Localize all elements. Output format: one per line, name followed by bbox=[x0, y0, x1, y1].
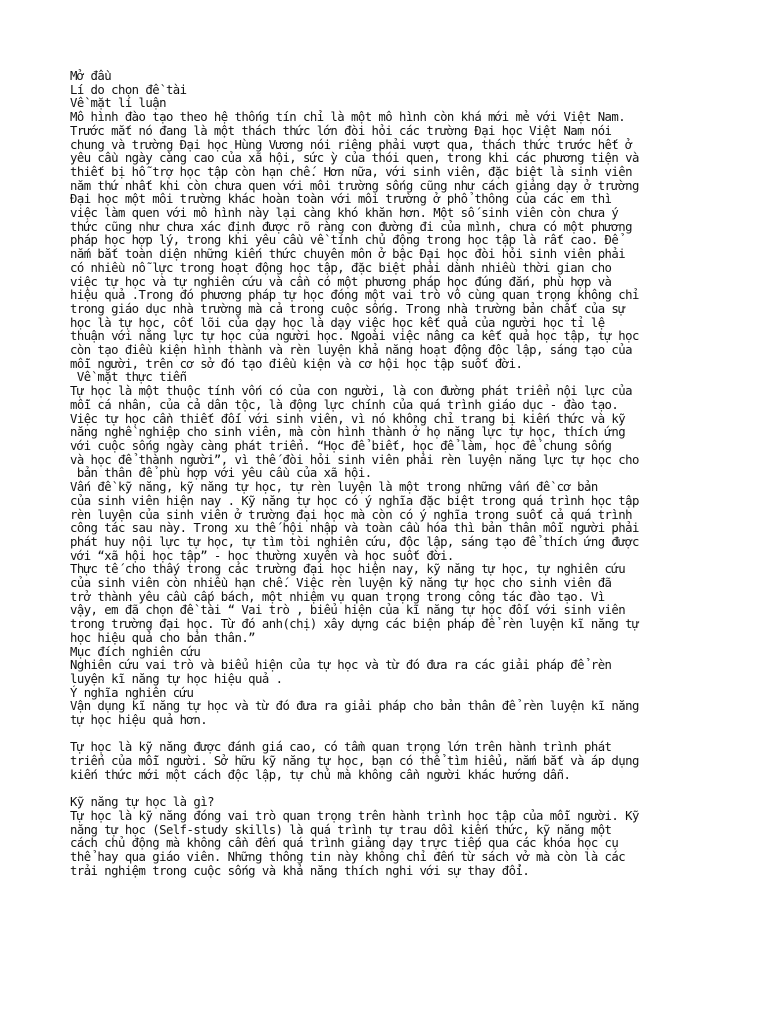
document-page bbox=[70, 70, 730, 878]
definition-heading: Kỹ năng tự học là gì? bbox=[70, 795, 214, 810]
text-line: việc làm quen với mô hình này lại càng khó khăn hơn. Một số sinh viên còn chưa ý bbox=[70, 206, 619, 221]
text-line: năng nghề nghiệp cho sinh viên, mà còn hình thành ở họ năng lực tự học, thích ứng bbox=[70, 425, 626, 440]
theory-heading: Về mặt lí luận bbox=[70, 96, 166, 111]
practice-heading: Về mặt thực tiễn bbox=[70, 370, 187, 385]
text-line: thể hay qua giáo viên. Những thông tin này không chỉ đến từ sách vở mà còn là các bbox=[70, 850, 626, 865]
text-line: phát huy nội lực tự học, tự tìm tòi nghiên cứu, độc lập, sáng tạo để thích ứng được bbox=[70, 534, 639, 549]
text-line: tự học hiệu quả hơn. bbox=[70, 713, 208, 728]
text-line: thức cũng như chưa xác định được rõ ràng con đường đi của mình, chưa có một phương bbox=[70, 219, 632, 234]
text-line: nắm bắt toàn diện những kiến thức chuyên môn ở bậc Đại học đòi hỏi sinh viên phải bbox=[70, 247, 626, 262]
text-line: năm thứ nhất khi còn chưa quen với môi trường sống cũng như cách giảng dạy ở trường bbox=[70, 178, 639, 193]
value-paragraph bbox=[70, 741, 730, 782]
theory-paragraph bbox=[70, 111, 730, 371]
text-line: Đại học một môi trường khác hoàn toàn với môi trường ở phổ thông của các em thì bbox=[70, 192, 612, 207]
text-line: kiến thức mới một cách độc lập, tự chủ mà không cần người khác hướng dẫn. bbox=[70, 767, 571, 782]
text-line: của sinh viên hiện nay . Kỹ năng tự học có ý nghĩa đặc biệt trong quá trình học tập bbox=[70, 493, 639, 508]
text-line: Trước mắt nó đang là một thách thức lớn đòi hỏi các trường Đại học Việt Nam nói bbox=[70, 123, 612, 138]
text-line: triển của mỗi người. Sở hữu kỹ năng tự học, bạn có thể tìm hiểu, nắm bắt và áp dụng bbox=[70, 754, 639, 769]
text-line: có nhiều nỗ lực trong hoạt động học tập, đặc biệt phải dành nhiều thời gian cho bbox=[70, 260, 612, 275]
text-line: Nghiên cứu vai trò và biểu hiện của tự học và từ đó đưa ra các giải pháp để rèn bbox=[70, 658, 612, 673]
text-line: trở thành yêu cầu cấp bách, một nhiệm vụ quan trọng trong công tác đào tạo. Vì bbox=[70, 589, 605, 604]
document-title: Mở đầu bbox=[70, 69, 112, 83]
text-line: rèn luyện của sinh viên ở trường đại học mà còn có ý nghĩa trong suốt cả quá trình bbox=[70, 507, 632, 522]
text-line: và học để thành người”, vì thế đòi hỏi sinh viên phải rèn luyện năng lực tự học cho bbox=[70, 452, 639, 467]
text-line: công tác sau này. Trong xu thế hội nhập và toàn cầu hóa thì bản thân mỗi người phải bbox=[70, 521, 639, 536]
text-line: luyện kĩ năng tự học hiệu quả . bbox=[70, 671, 283, 686]
definition-paragraph bbox=[70, 810, 730, 879]
topic-reason-heading: Lí do chọn đề tài bbox=[70, 82, 187, 97]
text-line: trải nghiệm trong cuộc sống và khả năng thích nghi với sự thay đổi. bbox=[70, 863, 530, 878]
spacer bbox=[70, 783, 730, 797]
text-line: vậy, em đã chọn đề tài “ Vai trò , biểu hiện của kĩ năng tự học đối với sinh viên bbox=[70, 603, 626, 618]
meaning-paragraph bbox=[70, 700, 730, 727]
practice-paragraph bbox=[70, 385, 730, 645]
text-line: năng tự học (Self-study skills) là quá trình tự trau dồi kiến thức, kỹ năng một bbox=[70, 822, 612, 837]
text-line: còn tạo điều kiện hình thành và rèn luyện khả năng hoạt động độc lập, sáng tạo của bbox=[70, 343, 632, 358]
text-line: mỗi người, trên cơ sở đó tạo điều kiện và cơ hội học tập suốt đời. bbox=[70, 356, 523, 371]
text-line: Vận dụng kĩ năng tự học và từ đó đưa ra giải pháp cho bản thân để rèn luyện kĩ năng bbox=[70, 699, 639, 714]
text-line: chung và trường Đại học Hùng Vương nói riêng phải vượt qua, thách thức trước hết ở bbox=[70, 137, 632, 152]
text-line: Việc tự học cần thiết đối với sinh viên, vì nó không chỉ trang bị kiến thức và kỹ bbox=[70, 411, 626, 426]
purpose-paragraph bbox=[70, 659, 730, 686]
meaning-heading: Ý nghĩa nghiên cứu bbox=[70, 685, 194, 700]
text-line: Tự học là một thuộc tính vốn có của con người, là con đường phát triển nội lực của bbox=[70, 384, 632, 399]
text-line: trong trường đại học. Từ đó anh(chị) xây dựng các biện pháp để rèn luyện kĩ năng tự bbox=[70, 617, 639, 632]
text-line: thuận với năng lực tự học của người học. Ngoài việc nâng ca kết quả học tập, tự học bbox=[70, 329, 639, 344]
text-line: Vấn đề kỹ năng, kỹ năng tự học, tự rèn luyện là một trong những vấn đề cơ bản bbox=[70, 480, 598, 495]
text-line: yêu cầu ngày càng cao của xã hội, sức ỳ của thói quen, trong khi các phương tiện và bbox=[70, 151, 639, 166]
text-line: việc tự học và tự nghiên cứu và cần có một phương pháp học đúng đắn, phù hợp và bbox=[70, 274, 612, 289]
text-line: Tự học là kỹ năng đóng vai trò quan trọng trên hành trình học tập của mỗi người. Kỹ bbox=[70, 808, 639, 823]
text-line: học là tự học, cốt lõi của dạy học là dạy việc học kết quả của người học tỉ lệ bbox=[70, 315, 605, 330]
purpose-heading: Mục đích nghiên cứu bbox=[70, 644, 201, 659]
text-line: với cuộc sống ngày càng phát triển. “Học để biết, học để làm, học để chung sống bbox=[70, 438, 612, 453]
text-line: cách chủ động mà không cần đến quá trình giảng dạy trực tiếp qua các khóa học cụ bbox=[70, 836, 619, 851]
text-line: của sinh viên còn nhiều hạn chế. Việc rèn luyện kỹ năng tự học cho sinh viên đã bbox=[70, 576, 612, 591]
spacer bbox=[70, 728, 730, 742]
text-line: thiết bị hỗ trợ học tập còn hạn chế. Hơn nữa, với sinh viên, đặc biệt là sinh viên bbox=[70, 164, 632, 179]
text-line: Mô hình đào tạo theo hệ thống tín chỉ là một mô hình còn khá mới mẻ với Việt Nam. bbox=[70, 110, 626, 125]
text-line: bản thân để phù hợp với yêu cầu của xã hội. bbox=[70, 466, 372, 481]
text-line: pháp học hợp lý, trong khi yêu cầu về tính chủ động trong học tập là rất cao. Để bbox=[70, 233, 619, 248]
text-line: trong giáo dục nhà trường mà cả trong cuộc sống. Trong nhà trường bản chất của sự bbox=[70, 301, 626, 316]
text-line: với “xã hội học tập” - học thường xuyên và học suốt đời. bbox=[70, 548, 454, 563]
text-line: Tự học là kỹ năng được đánh giá cao, có tầm quan trọng lớn trên hành trình phát bbox=[70, 740, 612, 755]
text-line: học hiệu quả cho bản thân.” bbox=[70, 630, 256, 645]
text-line: mỗi cá nhân, của cả dân tộc, là động lực chính của quá trình giáo dục - đào tạo. bbox=[70, 397, 619, 412]
text-line: hiệu quả .Trong đó phương pháp tự học đóng một vai trò vô cùng quan trọng không chỉ bbox=[70, 288, 639, 303]
text-line: Thực tế cho thấy trong các trường đại học hiện nay, kỹ năng tự học, tự nghiên cứu bbox=[70, 562, 626, 577]
